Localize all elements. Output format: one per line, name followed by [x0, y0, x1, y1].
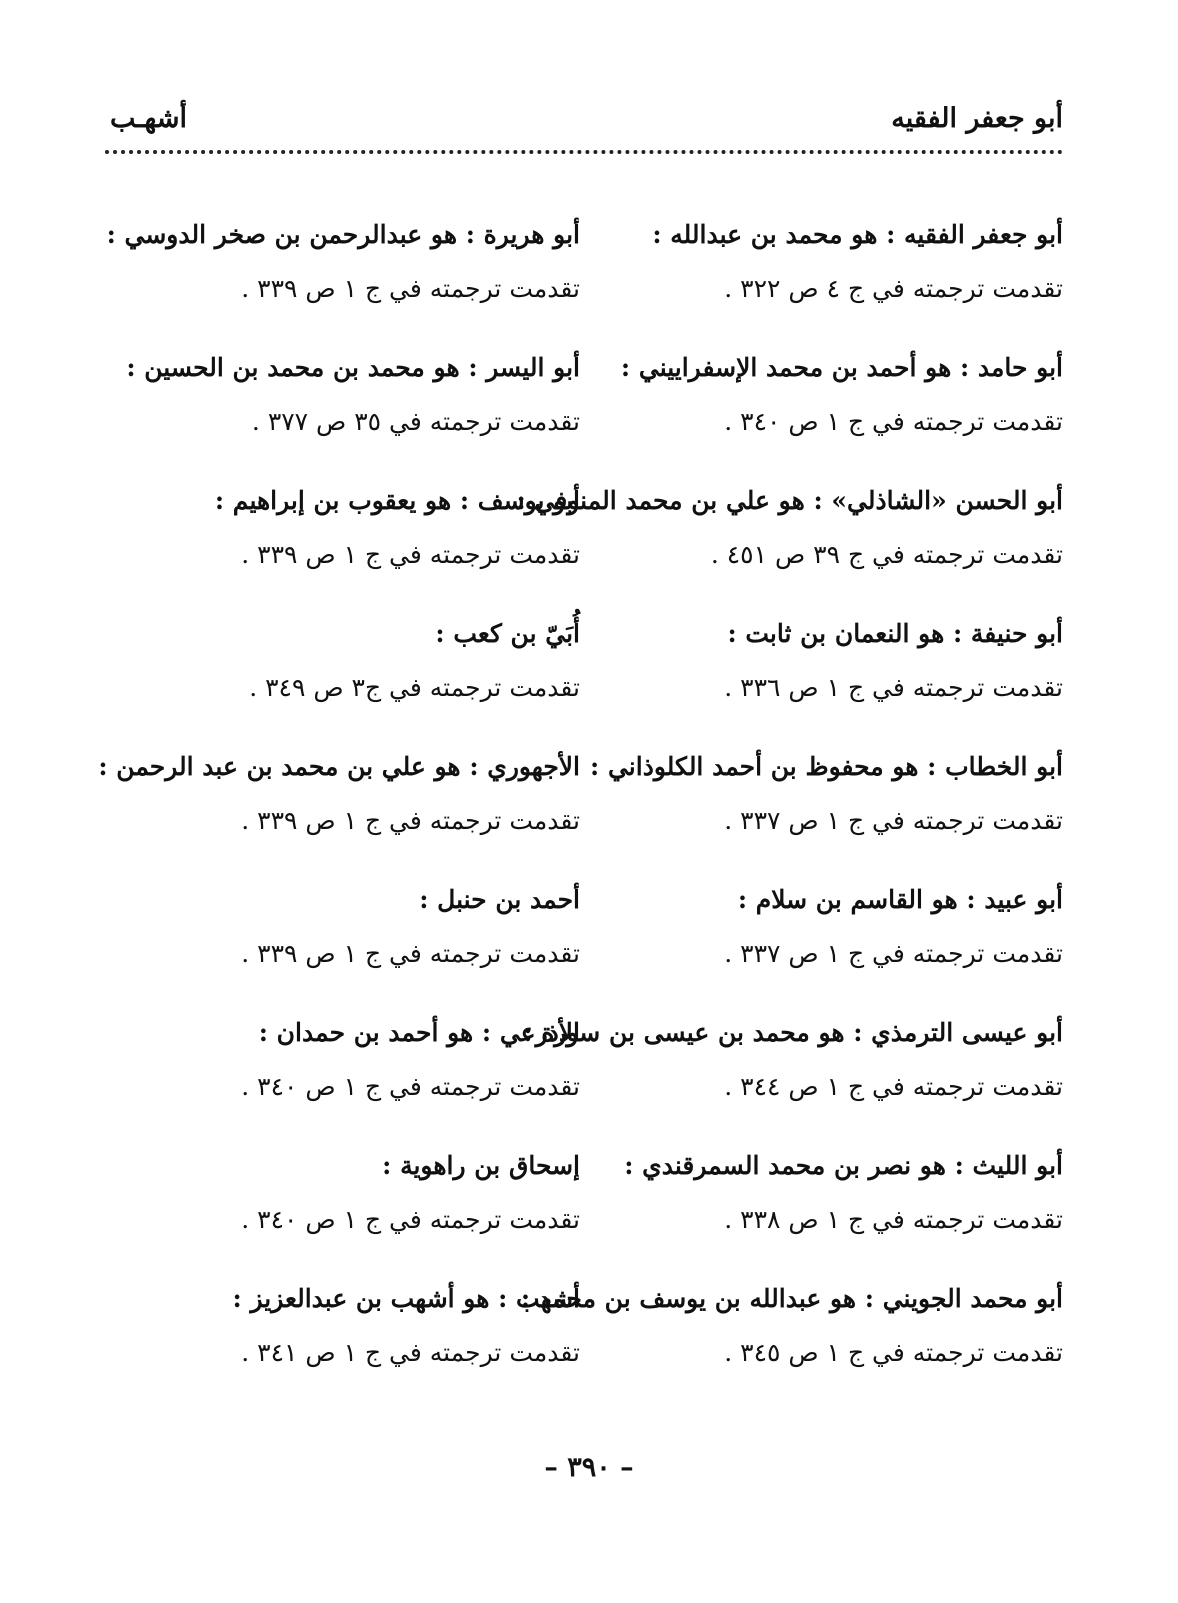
- entry-reference: تقدمت ترجمته في ج ١ ص ٣٤٥ .: [724, 1338, 1063, 1367]
- entry-title: أبو عيسى الترمذي : هو محمد بن عيسى بن سورة :: [523, 1018, 1063, 1047]
- entry-title: أبو حنيفة : هو النعمان بن ثابت :: [727, 619, 1063, 648]
- left-column: [98, 208, 580, 1405]
- entry-title: أبو جعفر الفقيه : هو محمد بن عبدالله :: [652, 220, 1063, 249]
- entry-reference: تقدمت ترجمته في ج ١ ص ٣٤٤ .: [724, 1072, 1063, 1101]
- page-number: – ٣٩٠ –: [544, 1452, 634, 1483]
- biography-entry: [593, 607, 1063, 740]
- right-column: [516, 208, 1063, 1405]
- header-left-title: أشهـب: [110, 102, 187, 134]
- entry-title: أبو محمد الجويني : هو عبدالله بن يوسف بن محمد :: [520, 1284, 1063, 1313]
- entry-title: أبو الليث : هو نصر بن محمد السمرقندي :: [624, 1151, 1063, 1180]
- entry-reference: تقدمت ترجمته في ج ١ ص ٣٣٧ .: [724, 939, 1063, 968]
- biography-entry: [593, 341, 1063, 474]
- biography-entry: [520, 1272, 1063, 1405]
- biography-entry: [516, 474, 1063, 607]
- dotted-divider: [105, 150, 1063, 154]
- entry-title: أبو الحسن «الشاذلي» : هو علي بن محمد المنوفي :: [516, 486, 1063, 515]
- biography-entry: [593, 873, 1063, 1006]
- entry-reference: تقدمت ترجمته في ٣٥ ص ٣٧٧ .: [251, 407, 580, 436]
- biography-entry: [593, 1139, 1063, 1272]
- entry-title: أبو الخطاب : هو محفوظ بن أحمد الكلوذاني :: [590, 752, 1063, 781]
- entry-reference: تقدمت ترجمته في ج ١ ص ٣٤١ .: [241, 1338, 580, 1367]
- biography-entry: [110, 341, 580, 474]
- entries-columns: [98, 208, 1063, 1405]
- biography-entry: [593, 208, 1063, 341]
- biography-entry: [523, 1006, 1063, 1139]
- entry-reference: تقدمت ترجمته في ج ١ ص ٣٣٩ .: [241, 939, 580, 968]
- entry-reference: تقدمت ترجمته في ج ٣٩ ص ٤٥١ .: [710, 540, 1063, 569]
- entry-title: أبو حامد : هو أحمد بن محمد الإسفراييني :: [620, 353, 1063, 382]
- biography-entry: [110, 1006, 580, 1139]
- biography-entry: [590, 740, 1063, 873]
- biography-entry: [110, 1272, 580, 1405]
- entry-reference: تقدمت ترجمته في ج ١ ص ٣٤٠ .: [241, 1205, 580, 1234]
- entry-title: إسحاق بن راهوية :: [382, 1151, 580, 1180]
- entry-title: أحمد بن حنبل :: [419, 885, 580, 914]
- header-right-title: أبو جعفر الفقيه: [891, 102, 1063, 134]
- entry-title: أشهب : هو أشهب بن عبدالعزيز :: [232, 1284, 580, 1313]
- page-header: [110, 96, 1063, 140]
- biography-entry: [110, 1139, 580, 1272]
- entry-title: أبو هريرة : هو عبدالرحمن بن صخر الدوسي :: [106, 220, 580, 249]
- biography-entry: [110, 474, 580, 607]
- biography-entry: [98, 740, 580, 873]
- entry-title: أبو عبيد : هو القاسم بن سلام :: [737, 885, 1063, 914]
- biography-entry: [106, 208, 580, 341]
- entry-reference: تقدمت ترجمته في ج ١ ص ٣٣٩ .: [241, 806, 580, 835]
- entry-reference: تقدمت ترجمته في ج ١ ص ٣٣٩ .: [241, 540, 580, 569]
- entry-title: أبو يوسف : هو يعقوب بن إبراهيم :: [214, 486, 580, 515]
- entry-reference: تقدمت ترجمته في ج٣ ص ٣٤٩ .: [249, 673, 580, 702]
- entry-reference: تقدمت ترجمته في ج ٤ ص ٣٢٢ .: [724, 274, 1063, 303]
- biography-entry: [110, 607, 580, 740]
- entry-reference: تقدمت ترجمته في ج ١ ص ٣٣٧ .: [724, 806, 1063, 835]
- entry-title: الأذرعي : هو أحمد بن حمدان :: [258, 1018, 580, 1047]
- entry-reference: تقدمت ترجمته في ج ١ ص ٣٣٩ .: [241, 274, 580, 303]
- entry-title: الأجهوري : هو علي بن محمد بن عبد الرحمن :: [98, 752, 580, 781]
- entry-reference: تقدمت ترجمته في ج ١ ص ٣٤٠ .: [241, 1072, 580, 1101]
- entry-title: أُبَيّ بن كعب :: [435, 619, 580, 648]
- entry-title: أبو اليسر : هو محمد بن محمد بن الحسين :: [126, 353, 580, 382]
- entry-reference: تقدمت ترجمته في ج ١ ص ٣٤٠ .: [724, 407, 1063, 436]
- entry-reference: تقدمت ترجمته في ج ١ ص ٣٣٦ .: [724, 673, 1063, 702]
- entry-reference: تقدمت ترجمته في ج ١ ص ٣٣٨ .: [724, 1205, 1063, 1234]
- biography-entry: [110, 873, 580, 1006]
